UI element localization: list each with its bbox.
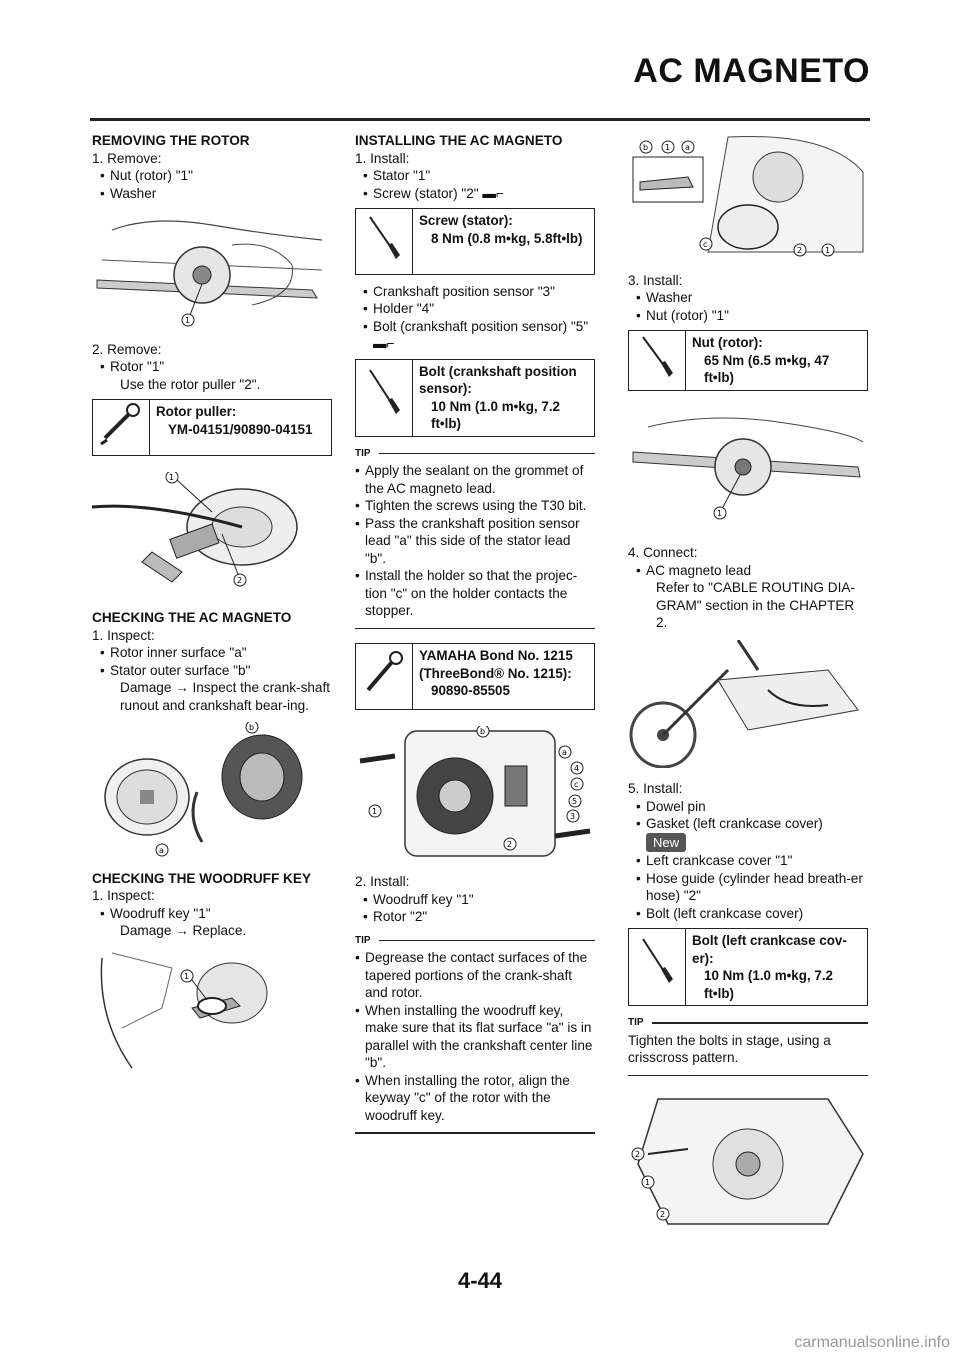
tip-label: TIP (355, 447, 371, 459)
bullet: • Washer (628, 289, 868, 307)
svg-text:a: a (685, 143, 690, 152)
svg-text:b: b (643, 143, 649, 152)
step: 5. Install: (628, 781, 683, 796)
bullet: • Dowel pin (628, 798, 868, 816)
svg-text:c: c (574, 779, 579, 789)
torque-spec-value: 65 Nm (6.5 m•kg, 47 ft•lb) (704, 352, 830, 385)
tip-item: • Tighten the screws using the T30 bit. (355, 497, 595, 515)
bullet: • Washer (92, 185, 332, 203)
section-heading-checking-ac-magneto: CHECKING THE AC MAGNETO (92, 610, 292, 625)
svg-text:b: b (480, 726, 486, 736)
bullet: • Rotor inner surface "a" (92, 644, 332, 662)
svg-text:1: 1 (825, 246, 831, 255)
section-heading-checking-woodruff-key: CHECKING THE WOODRUFF KEY (92, 870, 312, 886)
tip-box (355, 932, 595, 1134)
left-crankcase-cover-illustration (628, 1094, 868, 1229)
sealant-spec-title: YAMAHA Bond No. 1215 (ThreeBond® No. 1215): (419, 648, 573, 681)
motorcycle-cable-routing-illustration (628, 640, 868, 768)
new-part-badge: New (646, 833, 686, 853)
rotor-stator-illustration (92, 722, 332, 857)
svg-text:2: 2 (797, 246, 803, 255)
bullet-detail: Refer to "CABLE ROUTING DIA-GRAM" section in the CHAPTER 2. (656, 580, 855, 630)
section-heading-removing-rotor: REMOVING THE ROTOR (92, 133, 250, 148)
tool-spec-value: YM-04151/90890-04151 (168, 421, 313, 437)
torque-wrench-icon (629, 929, 686, 1005)
bullet: • Woodruff key "1" (92, 905, 332, 923)
torque-spec-title: Bolt (left crankcase cov-er): (692, 933, 847, 966)
wrench-icon (93, 400, 150, 455)
step: 1. Install: (355, 150, 410, 166)
bullet: • Crankshaft position sensor "3" (355, 283, 595, 301)
torque-spec-title: Screw (stator): (419, 213, 513, 228)
woodruff-key-illustration (92, 948, 332, 1078)
rotor-install-illustration (628, 132, 868, 257)
bullet: • Gasket (left crankcase cover) (628, 815, 868, 833)
bullet (355, 185, 595, 203)
svg-text:1: 1 (185, 316, 191, 325)
svg-text:5: 5 (572, 796, 578, 806)
tip-item: • When installing the woodruff key, make sure that its flat surface "a" is in parallel with the crankshaft center line "b". (355, 1002, 595, 1072)
torque-spec-title: Nut (rotor): (692, 335, 763, 350)
tool-spec-title: Rotor puller: (156, 404, 237, 419)
step: 4. Connect: (628, 545, 698, 560)
sealant-tool-icon (356, 644, 413, 709)
torque-wrench-icon (356, 360, 413, 436)
svg-text:1: 1 (184, 971, 190, 981)
svg-text:2: 2 (660, 1210, 666, 1219)
bullet: • Bolt (left crankcase cover) (628, 905, 868, 923)
bullet: • Woodruff key "1" (355, 891, 595, 909)
rotor-nut-tighten-illustration (628, 407, 868, 532)
footer-watermark: carmanualsonline.info (794, 1334, 950, 1351)
rotor-puller-illustration (92, 472, 332, 597)
tip-item: • Degrease the contact surfaces of the tapered portions of the crank-shaft and rotor. (355, 949, 595, 1002)
step: 2. Remove: (92, 341, 162, 357)
section-heading-installing-ac-magneto: INSTALLING THE AC MAGNETO (355, 133, 563, 148)
bullet: • Stator outer surface "b" (92, 662, 332, 680)
svg-text:c: c (703, 240, 708, 249)
tip-item: Tighten the bolts in stage, using a crisscross pattern. (628, 1032, 831, 1065)
torque-spec-value: 10 Nm (1.0 m•kg, 7.2 ft•lb) (431, 398, 560, 431)
bullet-detail: Damage → Replace. (120, 923, 247, 938)
svg-text:a: a (562, 747, 567, 757)
sealant-spec-value: 90890-85505 (431, 683, 510, 698)
torque-spec-value: 10 Nm (1.0 m•kg, 7.2 ft•lb) (704, 968, 833, 1001)
torque-wrench-icon (356, 209, 413, 274)
torque-wrench-icon (629, 331, 686, 390)
svg-text:a: a (159, 846, 164, 855)
bullet: • Left crankcase cover "1" (628, 852, 868, 870)
column-3 (628, 132, 868, 1242)
column-1 (92, 132, 332, 1090)
step: 3. Install: (628, 272, 683, 288)
step: 1. Inspect: (92, 627, 155, 643)
torque-spec-value: 8 Nm (0.8 m•kg, 5.8ft•lb) (431, 230, 583, 246)
bullet: • AC magneto lead (628, 562, 868, 580)
bullet: • Holder "4" (355, 300, 595, 318)
tip-box (355, 445, 595, 630)
bullet: • Rotor "2" (355, 908, 595, 926)
svg-text:b: b (249, 723, 255, 732)
bullet (355, 318, 595, 353)
tip-label: TIP (628, 1017, 644, 1028)
header-rule (90, 118, 870, 121)
stator-install-illustration (355, 726, 595, 861)
step: 1. Remove: (92, 150, 162, 166)
torque-spec-title: Bolt (crankshaft position sensor): (419, 363, 577, 396)
svg-text:1: 1 (372, 806, 378, 816)
bullet: • Hose guide (cylinder head breath-er hose) "2" (628, 870, 868, 905)
bullet-text: Screw (stator) "2" (373, 185, 479, 201)
svg-text:3: 3 (570, 811, 576, 821)
page-title: AC MAGNETO (633, 52, 870, 90)
tool-spec-box (92, 399, 332, 456)
svg-text:2: 2 (635, 1150, 641, 1159)
svg-text:2: 2 (507, 839, 513, 849)
bullet: • Rotor "1" (92, 358, 332, 376)
threadlock-icon: ▬⌐ (373, 336, 395, 351)
rotor-nut-illustration (92, 210, 332, 328)
step: 2. Install: (355, 874, 410, 889)
threadlock-icon: ▬⌐ (482, 185, 504, 201)
tip-item: • When installing the rotor, align the keyway "c" of the rotor with the woodruff key. (355, 1072, 595, 1125)
bullet: • Nut (rotor) "1" (628, 307, 868, 325)
bullet: • Stator "1" (355, 167, 595, 185)
sealant-spec-box (355, 643, 595, 710)
svg-text:1: 1 (717, 508, 723, 518)
page-number: 4-44 (457, 1268, 503, 1293)
svg-text:2: 2 (237, 575, 243, 585)
tip-box (628, 1014, 868, 1076)
tip-item: • Install the holder so that the projec-tion "c" on the holder contacts the stopper. (355, 567, 595, 620)
column-2 (355, 132, 595, 1144)
bullet-detail: Damage → Inspect the crank-shaft runout and crankshaft bear-ing. (120, 680, 331, 713)
tip-item: • Pass the crankshaft position sensor lead "a" this side of the stator lead "b". (355, 515, 595, 568)
tip-item: • Apply the sealant on the grommet of the AC magneto lead. (355, 462, 595, 497)
step: 1. Inspect: (92, 888, 155, 903)
torque-spec-box (628, 928, 868, 1006)
svg-text:1: 1 (665, 143, 671, 152)
torque-spec-box (355, 208, 595, 275)
svg-text:1: 1 (645, 1178, 651, 1187)
svg-text:4: 4 (574, 763, 580, 773)
bullet: • Nut (rotor) "1" (92, 167, 332, 185)
bullet-detail: Use the rotor puller "2". (120, 376, 261, 392)
torque-spec-box (628, 330, 868, 391)
svg-text:1: 1 (169, 472, 175, 482)
tip-label: TIP (355, 934, 371, 946)
bullet-text: Bolt (crankshaft position sensor) "5" (373, 318, 589, 334)
torque-spec-box (355, 359, 595, 437)
